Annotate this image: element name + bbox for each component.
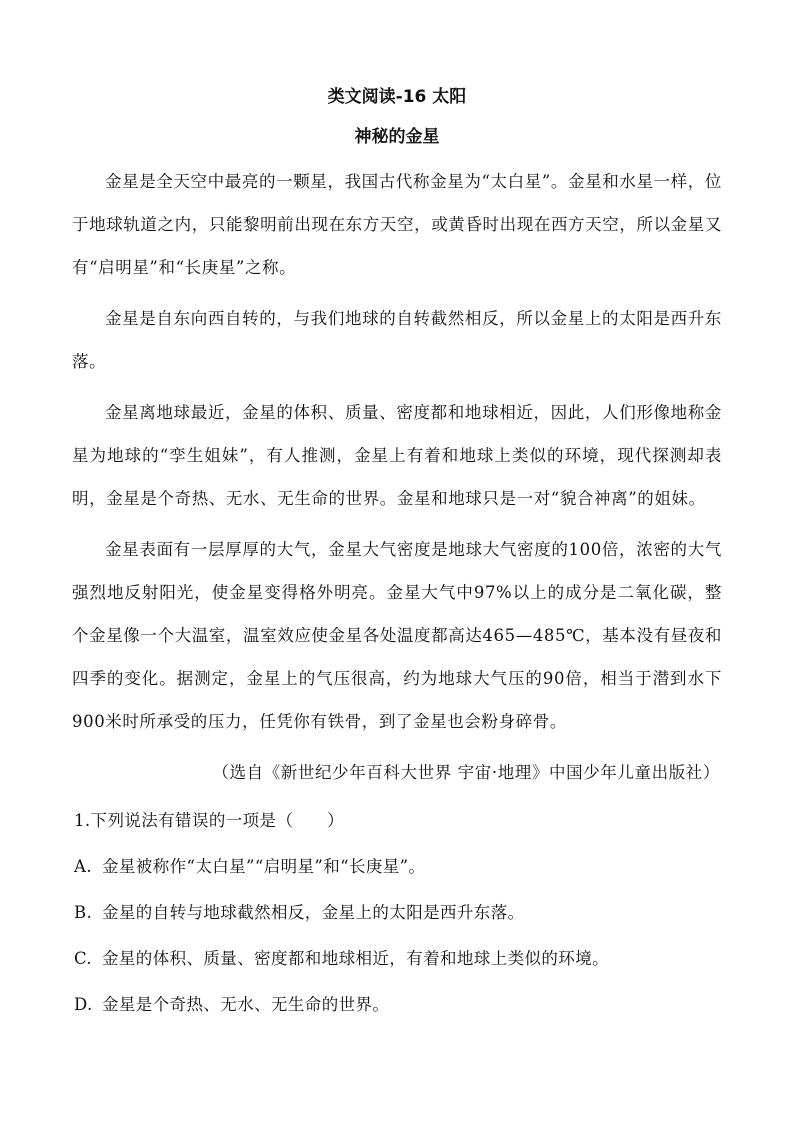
paragraph-2: 金星是自东向西自转的，与我们地球的自转截然相反，所以金星上的太阳是西升东落。: [72, 309, 722, 371]
option-a: [72, 844, 722, 890]
option-label: D.: [74, 995, 93, 1014]
option-text: 金星的自转与地球截然相反，金星上的太阳是西升东落。: [102, 903, 525, 922]
option-b: [72, 890, 722, 936]
option-text: 金星是个奇热、无水、无生命的世界。: [102, 995, 390, 1014]
article-title: 神秘的金星: [354, 127, 440, 147]
option-c: [72, 936, 722, 982]
paragraph-1: 金星是全天空中最亮的一颗星，我国古代称金星为“太白星”。金星和水星一样，位于地球轨道之内，只能黎明前出现在东方天空，或黄昏时出现在西方天空，所以金星又有“启明星”和“长庚星”之称。: [72, 172, 722, 277]
option-text: 金星的体积、质量、密度都和地球相近，有着和地球上类似的环境。: [102, 949, 609, 968]
source-citation: （选自《新世纪少年百科大世界 宇宙·地理》中国少年儿童出版社）: [212, 763, 720, 782]
option-label: C.: [74, 949, 93, 968]
document-title: 类文阅读-16 太阳: [327, 87, 467, 107]
option-d: [72, 982, 722, 1028]
paragraph-3: 金星离地球最近，金星的体积、质量、密度都和地球相近，因此，人们形像地称金星为地球的“孪生姐妹”，有人推测，金星上有着和地球上类似的环境，现代探测却表明，金星是个奇热、无水、无生命的世界。金星和地球只是一对“貌合神离”的姐妹。: [72, 403, 722, 508]
option-label: A.: [74, 857, 92, 876]
paragraph-4: 金星表面有一层厚厚的大气，金星大气密度是地球大气密度的100倍，浓密的大气强烈地反射阳光，使金星变得格外明亮。金星大气中97%以上的成分是二氧化碳，整个金星像一个大温室，温室效应使金星各处温度都高达465—485℃，基本没有昼夜和四季的变化。据测定，金星上的气压很高，约为地球大气压的90倍，相当于潜到水下900米时所承受的压力，任凭你有铁骨，到了金星也会粉身碎骨。: [72, 540, 722, 731]
option-text: 金星被称作“太白星”“启明星”和“长庚星”。: [102, 857, 426, 876]
option-label: B.: [74, 903, 93, 922]
question-stem: 1.下列说法有错误的一项是（ ）: [74, 811, 345, 830]
